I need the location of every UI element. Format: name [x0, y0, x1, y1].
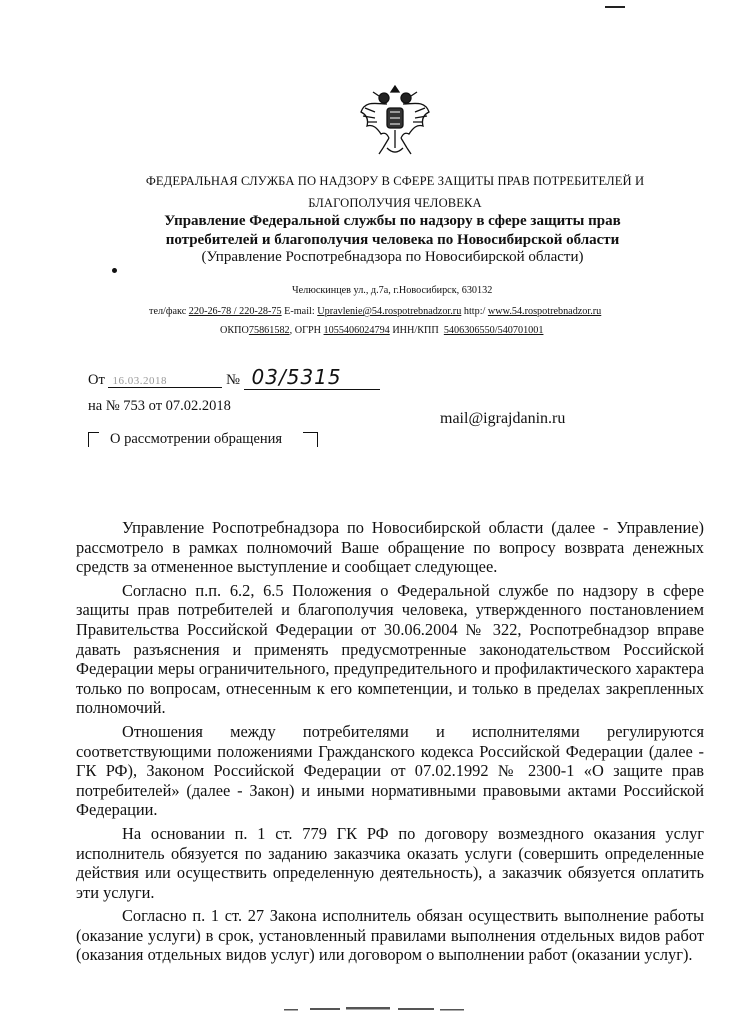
paragraph-3: Отношения между потребителями и исполнителями регулируются соответствующими положениями Гражданского кодекса Российской Федерации (далее - ГК РФ), Законом Российской Федерации от 07.02.1992 № 2300-1 «О защите прав потребителей» (далее - Закон) и иными нормативными правовыми актами Российской Федерации.: [76, 721, 704, 820]
ogrn-label: , ОГРН: [289, 325, 321, 336]
subject-bracket-left: [88, 432, 99, 447]
number-label: №: [226, 372, 240, 388]
scan-mark: [605, 6, 625, 8]
paragraph-1: Управление Роспотребнадзора по Новосибирской области (далее - Управление) рассмотрело в рамках полномочий Ваше обращение по вопросу возврата денежных средств за отмененное выступление и сообщает следующее.: [76, 518, 704, 577]
bullet-mark: [112, 268, 117, 273]
okpo-value: 75861582: [248, 325, 290, 336]
tel-value: 220-26-78 / 220-28-75: [188, 306, 282, 317]
from-label: От: [88, 372, 105, 388]
inn-label: ИНН/КПП: [392, 325, 439, 336]
subject-bracket-right: [303, 432, 318, 447]
inn-value: 5406306550/540701001: [443, 325, 544, 336]
paragraph-5: Согласно п. 1 ст. 27 Закона исполнитель обязан осуществить выполнение работы (оказание услуги) в срок, установленный правилами выполнения отдельных видов работ (оказания отдельных видов услуг) или договором о выполнении работ (оказании услуг).: [76, 906, 704, 965]
department-line-2: потребителей и благополучия человека по Новосибирской области: [165, 232, 620, 248]
recipient-email: mail@igrajdanin.ru: [440, 410, 566, 427]
email-link[interactable]: Upravlenie@54.rospotrebnadzor.ru: [317, 306, 462, 317]
subject-block: [88, 425, 318, 455]
okpo-label: ОКПО: [220, 325, 249, 336]
address: Челюскинцев ул., д.7а, г.Новосибирск, 630132: [292, 285, 493, 296]
department-name: [120, 212, 665, 250]
outgoing-line: [88, 365, 380, 390]
subject-text: О рассмотрении обращения: [110, 431, 283, 447]
website-link[interactable]: www.54.rospotrebnadzor.ru: [487, 306, 602, 317]
ogrn-value: 1055406024794: [323, 325, 390, 336]
email-label: E-mail:: [284, 306, 315, 317]
scan-artifact: [280, 1004, 480, 1014]
agency-name: ФЕДЕРАЛЬНАЯ СЛУЖБА ПО НАДЗОРУ В СФЕРЕ ЗАЩИТЫ ПРАВ ПОТРЕБИТЕЛЕЙ И БЛАГОПОЛУЧИЯ ЧЕЛОВЕКА: [145, 174, 645, 210]
department-line-1: Управление Федеральной службы по надзору в сфере защиты прав: [164, 213, 621, 229]
outgoing-date-stamp: 16.03.2018: [108, 375, 222, 388]
coat-of-arms-icon: [357, 82, 433, 162]
registration-ids: [220, 324, 543, 338]
letter-body: [76, 518, 704, 965]
tel-label: тел/факс: [149, 306, 187, 317]
http-label: http:/: [463, 306, 486, 317]
reference-line: на № 753 от 07.02.2018: [88, 398, 231, 414]
department-short-name: (Управление Роспотребнадзора по Новосибирской области): [201, 249, 584, 265]
paragraph-2: Согласно п.п. 6.2, 6.5 Положения о Федеральной службе по надзору в сфере защиты прав потребителей и благополучия человека, утвержденного постановлением Правительства Российской Федерации от 30.06.2004 № 322, Роспотребнадзор вправе давать разъяснения и применять предусмотренные законодательством Российской Федерации меры ограничительного, предупредительного и профилактического характера только по вопросам, отнесенным к его компетенции, и только в пределах закрепленных полномочий.: [76, 580, 704, 718]
paragraph-4: На основании п. 1 ст. 779 ГК РФ по договору возмездного оказания услуг исполнитель обязуется по заданию заказчика оказать услуги (совершить определенные действия или осуществить определенную деятельность), а заказчик обязуется оплатить эти услуги.: [76, 823, 704, 902]
contact-line: [149, 305, 601, 319]
outgoing-number: 03/5315: [244, 365, 380, 390]
